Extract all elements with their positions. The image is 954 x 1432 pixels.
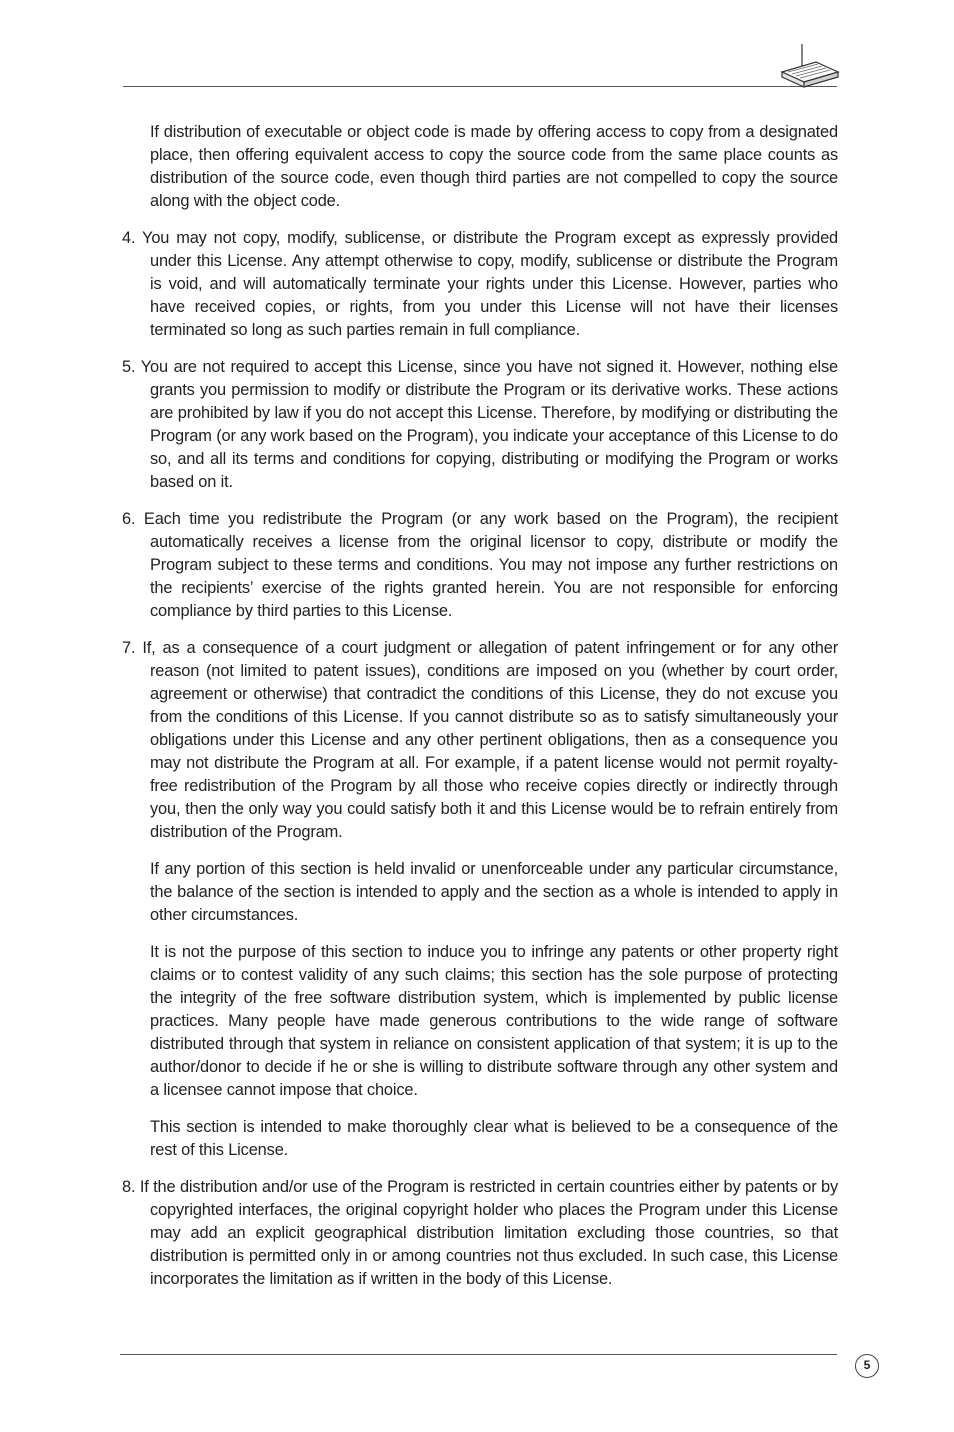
section7-paragraph-clarify: This section is intended to make thoroughly clear what is believed to be a consequence of the rest of this License. — [150, 1118, 838, 1159]
license-item-7 — [122, 637, 838, 844]
item-number: 8. — [122, 1178, 136, 1196]
item-text: If the distribution and/or use of the Program is restricted in certain countries either by patents or by copyrighted interfaces, the original copyright holder who places the Program under this License may add an explicit geographical distribution limitation excluding those countries, so that distribution is permitted only in or among countries not thus excluded. In such case, this License incorporates the limitation as if written in the body of this License. — [139, 1178, 838, 1288]
license-body — [122, 121, 838, 1305]
item-text: If, as a consequence of a court judgment or allegation of patent infringement or for any other reason (not limited to patent issues), conditions are imposed on you (whether by court order, agreement or otherwise) that contradict the conditions of this License, they do not excuse you from the conditions of this License. If you cannot distribute so as to satisfy simultaneously your obligations under this License and any other pertinent obligations, then as a consequence you may not distribute the Program at all. For example, if a patent license would not permit royalty-free redistribution of the Program by all those who receive copies directly or indirectly through you, then the only way you could satisfy both it and this License would be to refrain entirely from distribution of the Program. — [142, 639, 838, 841]
router-icon — [776, 42, 840, 88]
license-item-8 — [122, 1176, 838, 1291]
item-text: You may not copy, modify, sublicense, or distribute the Program except as expressly provided under this License. Any attempt otherwise to copy, modify, sublicense or distribute the Program is void, and will automatically terminate your rights under this License. However, parties who have received copies, or rights, from you under this License will not have their licenses terminated so long as such parties remain in full compliance. — [142, 229, 839, 339]
license-item-4 — [122, 227, 838, 342]
footer-rule — [120, 1354, 837, 1355]
license-item-6 — [122, 508, 838, 623]
item-number: 5. — [122, 358, 136, 376]
item-number: 7. — [122, 639, 136, 657]
license-item-5 — [122, 356, 838, 494]
section7-paragraph-purpose: It is not the purpose of this section to induce you to infringe any patents or other property right claims or to contest validity of any such claims; this section has the sole purpose of protecting the integrity of the free software distribution system, which is implemented by public license practices. Many people have made generous contributions to the wide range of software distributed through that system in reliance on consistent application of that system; it is up to the author/donor to decide if he or she is willing to distribute software through any other system and a licensee cannot impose that choice. — [150, 943, 838, 1099]
item-text: Each time you redistribute the Program (or any work based on the Program), the recipient automatically receives a license from the original licensor to copy, distribute or modify the Program subject to these terms and conditions. You may not impose any further restrictions on the recipients’ exercise of the rights granted herein. You are not responsible for enforcing compliance by third parties to this License. — [143, 510, 838, 620]
item-number: 6. — [122, 510, 136, 528]
item-text: You are not required to accept this License, since you have not signed it. However, nothing else grants you permission to modify or distribute the Program or its derivative works. These actions are prohibited by law if you do not accept this License. Therefore, by modifying or distributing the Program (or any work based on the Program), you indicate your acceptance of this License to do so, and all its terms and conditions for copying, distributing or modifying the Program or works based on it. — [140, 358, 839, 491]
intro-paragraph: If distribution of executable or object code is made by offering access to copy from a designated place, then offering equivalent access to copy the source code from the same place counts as distribution of the source code, even though third parties are not compelled to copy the source along with the object code. — [150, 123, 838, 210]
item-number: 4. — [122, 229, 136, 247]
header-rule — [123, 86, 837, 87]
page-number: 5 — [855, 1354, 879, 1378]
section7-paragraph-invalid: If any portion of this section is held invalid or unenforceable under any particular circumstance, the balance of the section is intended to apply and the section as a whole is intended to apply in other circumstances. — [150, 860, 838, 924]
